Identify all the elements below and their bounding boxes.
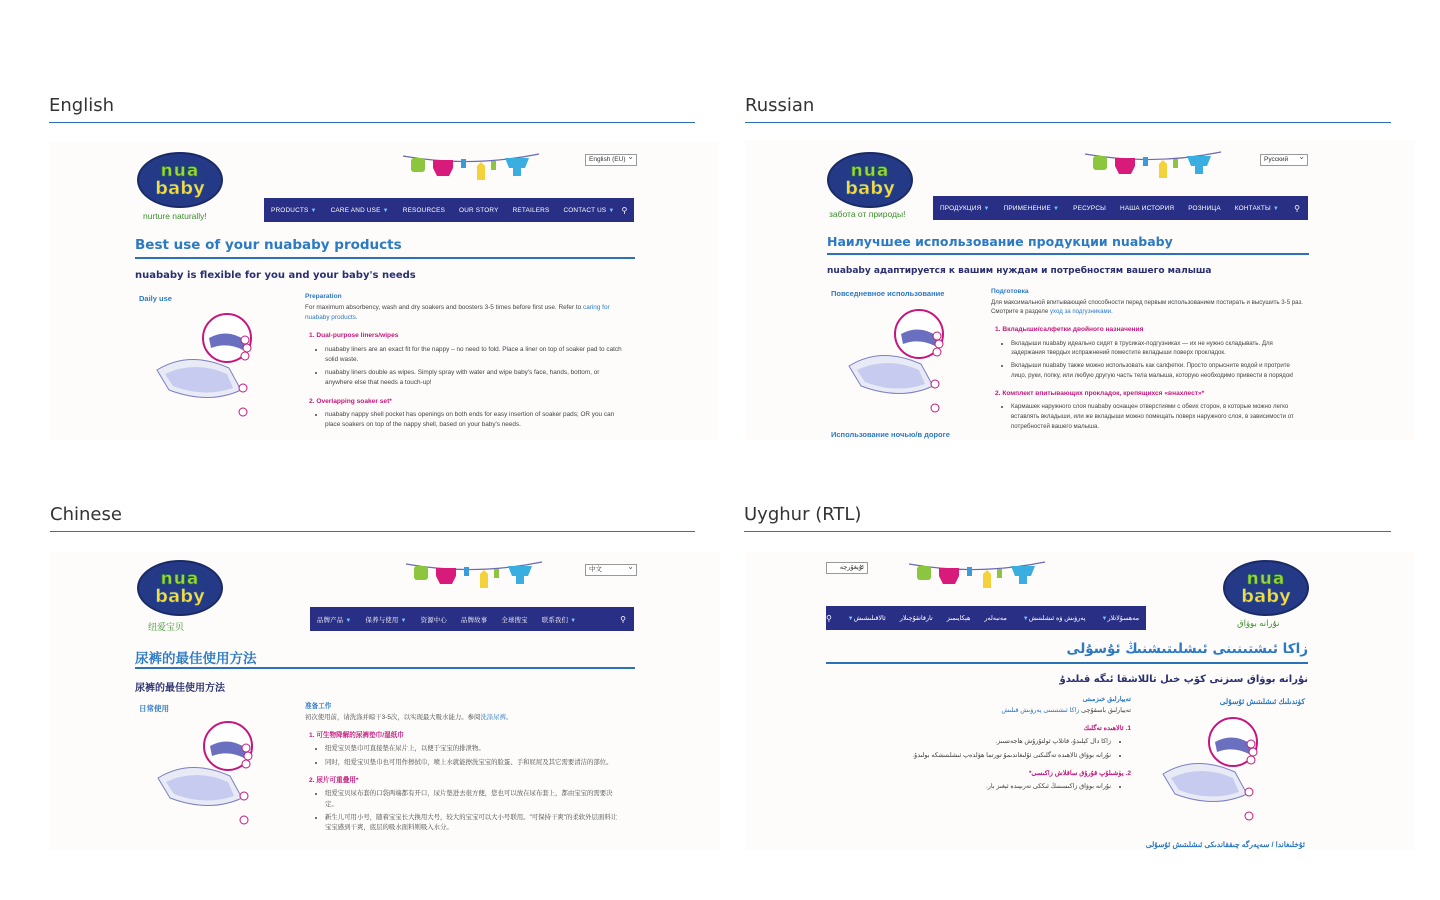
panel-title-uyghur: Uyghur (RTL)	[744, 504, 862, 525]
care-link[interactable]: 洗涤尿裤。	[480, 713, 513, 721]
content-column	[305, 702, 623, 840]
list-item: • Кармашек наружного слоя nuababy оснащен отверстиями с обеих сторон, в которые можно легко вставлять вкладыши, или же вкладыши можно помещать поверх наружного слоя, в зависимости от потребностей вашего малыша.	[1011, 402, 1303, 431]
nav-care-and-use[interactable]: 保养与使用 ▼	[365, 616, 407, 624]
care-link[interactable]: زاكا ئىشتىنىنى پەرۋىش قىلىش	[1001, 706, 1080, 714]
search-icon[interactable]: ⚲	[621, 205, 628, 215]
nav-contact-us[interactable]: ئالاقىلىشىش▼	[847, 615, 886, 622]
nuababy-logo[interactable]: nua baby	[137, 152, 223, 208]
side-label-daily-use[interactable]: 日常使用	[139, 704, 169, 713]
language-select[interactable]: 中文 ⌄	[585, 564, 637, 576]
nav-our-story[interactable]: OUR STORY	[459, 206, 499, 214]
page-title: 尿裤的最佳使用方法	[135, 651, 257, 667]
tagline: 纽爱宝贝	[148, 622, 185, 632]
section-heading: Подготовка	[991, 288, 1029, 295]
nav-retailers[interactable]: РОЗНИЦА	[1188, 204, 1221, 212]
diaper-illustration	[1155, 714, 1265, 824]
list-item: • Вкладыши nuababy также можно использовать как салфетки. Просто опрысните водой и протрите лицо, руки, попку, или любую другую часть тела малыша, которую необходимо привести в порядок!	[1011, 361, 1303, 381]
screenshot-english	[49, 142, 719, 440]
page-subtitle: 尿裤的最佳使用方法	[135, 683, 225, 694]
list-item: • زاكا دال كېلىدۇ، قاتلاپ ئولتۇرۇش ھاجەتسىز.	[831, 737, 1111, 747]
content-column	[305, 292, 625, 438]
panel-rule	[50, 531, 695, 532]
nuababy-logo[interactable]: nua baby	[827, 152, 913, 208]
list-item: • nuababy nappy shell pocket has openings on both ends for easy insertion of soaker pads; OR you can place soakers on top of the nappy shell, based on your baby's needs.	[325, 410, 625, 431]
list-item: • نۇرانە بوۋاق ئالاھىدە تەگلىكنى ئۇلىغاندىمۇ تورتما ھۆلدەپ ئىشلىتىشكە بولىدۇ.	[831, 751, 1111, 761]
list-item: • 纽爱宝贝尿布套的口袋两端都有开口，尿片垫进去很方便，您也可以放在尿布套上，都由宝宝的需要决定。	[325, 789, 623, 810]
diaper-illustration	[150, 718, 260, 828]
main-nav	[933, 196, 1308, 220]
panel-title-russian: Russian	[745, 95, 815, 116]
nav-our-story[interactable]: ھېكايىمىز	[946, 615, 971, 622]
screenshot-uyghur	[745, 552, 1415, 850]
title-rule	[135, 257, 635, 259]
page-subtitle: nuababy is flexible for you and your baby's needs	[135, 270, 416, 281]
nav-resources[interactable]: 资源中心	[420, 616, 447, 624]
main-nav	[310, 607, 634, 631]
nav-our-story[interactable]: 品牌故事	[460, 616, 488, 624]
language-select[interactable]: English (EU) ⌄	[585, 154, 637, 166]
side-label-night-use[interactable]: Использование ночью/в дороге	[831, 430, 950, 439]
list-item: • 纽爱宝贝垫巾可直接垫在尿片上，以便于宝宝的排泄物。	[325, 744, 623, 754]
panel-title-english: English	[49, 95, 114, 116]
list-item: • 同时，纽爱宝贝垫巾也可用作擦拭巾，喷上水就能擦洗宝宝的脸蛋、手和屁屁及其它需要清洁的部位。	[325, 758, 623, 768]
side-label-daily-use[interactable]: كۈندىلىك ئىشلىتىش ئۇسۇلى	[1219, 697, 1305, 706]
title-rule	[827, 253, 1309, 255]
clothesline-illustration	[401, 144, 541, 194]
list-item: • nuababy liners are an exact fit for the nappy – no need to fold. Place a liner on top of soaker pad to catch solid waste.	[325, 345, 625, 366]
care-link[interactable]: caring for nuababy products.	[305, 303, 610, 321]
body-text: تەييارلىق باسقۇچى	[1081, 706, 1131, 714]
page-title: Best use of your nuababy products	[135, 237, 402, 253]
page-subtitle: nuababy адаптируется к вашим нуждам и потребностям вашего малыша	[827, 266, 1212, 276]
title-rule	[826, 662, 1308, 664]
page-title: زاكا ئىشتىنىنى ئىشلىتىشنىڭ ئۇسۇلى	[1066, 641, 1308, 657]
nav-products[interactable]: PRODUCTS ▼	[271, 206, 317, 214]
nav-care-and-use[interactable]: پەرۋىش ۋە ئىشلىتىش▼	[1022, 615, 1086, 622]
content-column	[831, 695, 1131, 800]
panel-rule	[745, 122, 1391, 123]
section-heading: 1. 可生物降解的尿裤垫巾/湿纸巾	[309, 731, 404, 739]
section-heading: 2. Overlapping soaker set*	[309, 397, 392, 405]
page-title: Наилучшее использование продукции nuababy	[827, 234, 1173, 249]
content-column	[991, 287, 1303, 438]
tagline: nurture naturally!	[143, 211, 207, 221]
nav-resources[interactable]: РЕСУРСЫ	[1073, 204, 1106, 212]
list-item: • Вкладыши nuababy идеально сидят в трусиках-подгузниках — их не нужно складывать. Для задержания твердых испражнений поместите вкладыши поверх прокладок.	[1011, 339, 1303, 359]
panel-rule	[744, 531, 1391, 532]
body-text: Для максимальной впитывающей способности перед первым использованием постирать и высушить 3-5 раз. Смотрите в разделе	[991, 298, 1303, 316]
list-item: • نۇرانە بوۋاق زاكىسىنىڭ ئىككى تەرىپىدە ئېغىز بار.	[831, 782, 1111, 792]
language-select[interactable]: Русский ⌄	[1260, 154, 1308, 166]
nav-products[interactable]: مەھسۇلاتلار▼	[1101, 615, 1139, 622]
section-heading: تەييارلىق خىزمىتى	[1082, 696, 1131, 703]
nuababy-logo[interactable]: nua baby	[137, 560, 223, 616]
nav-resources[interactable]: RESOURCES	[402, 206, 446, 214]
nav-retailers[interactable]: RETAILERS	[512, 206, 550, 214]
language-select[interactable]: ئۇيغۇرچە ⌄	[826, 562, 868, 574]
page-subtitle: نۇرانە بوۋاق سىزنى كۆپ خىل تاللاشقا ئىگە قىلىدۇ	[1059, 674, 1308, 685]
nav-contact-us[interactable]: КОНТАКТЫ ▼	[1234, 204, 1280, 212]
clothesline-illustration	[907, 552, 1047, 602]
search-icon[interactable]: ⚲	[1294, 203, 1300, 213]
side-label-daily-use[interactable]: Повседневное использование	[831, 289, 945, 298]
nav-products[interactable]: ПРОДУКЦИЯ ▼	[940, 204, 990, 212]
diaper-illustration	[149, 310, 259, 420]
side-label-daily-use[interactable]: Daily use	[139, 294, 172, 303]
nav-resources[interactable]: مەنبەلەر	[984, 615, 1007, 622]
nav-retailers[interactable]: تارقاتقۇچىلار	[899, 615, 933, 622]
body-text: For maximum absorbency, wash and dry soakers and boosters 3-5 times before first use. Refer to	[305, 303, 582, 311]
nav-our-story[interactable]: НАША ИСТОРИЯ	[1120, 204, 1175, 212]
section-heading: 准备工作	[305, 703, 332, 710]
nuababy-logo[interactable]: nua baby	[1223, 560, 1309, 616]
side-label-night-use[interactable]: ئۇخلىغاندا / سەپەرگە چىققاندىكى ئىشلىتىش ئۇسۇلى	[1145, 840, 1305, 849]
nav-contact-us[interactable]: 联系我们 ▼	[541, 616, 577, 624]
section-heading: 1. Вкладыши/салфетки двойного назначения	[995, 326, 1144, 334]
panel-rule	[49, 122, 695, 123]
section-heading: 2. يۈشىلۇپ قۇرۇق ساقلاش زاكىسى*	[1028, 769, 1131, 777]
search-icon[interactable]: ⚲	[620, 614, 626, 624]
list-item: • nuababy liners double as wipes. Simply spray with water and wipe baby's face, hands, bottom, or anywhere else that needs a touch-up!	[325, 368, 625, 389]
clothesline-illustration	[1083, 142, 1223, 192]
screenshot-russian	[745, 140, 1415, 440]
tagline: забота от природы!	[829, 209, 906, 219]
body-text: 初次使用前，请洗涤并晾干3-5次，以实现最大吸水能力。参阅	[305, 713, 481, 721]
clothesline-illustration	[404, 552, 544, 602]
main-nav	[264, 198, 634, 222]
nav-contact-us[interactable]: CONTACT US ▼	[563, 206, 615, 214]
panel-title-chinese: Chinese	[50, 504, 122, 525]
section-heading: 1. ئالاھىدە تەگلىك	[1083, 724, 1131, 732]
nav-retailers[interactable]: 全球搜宝	[501, 616, 528, 624]
list-item: • 新生儿可用小号，随着宝宝长大换用大号，较大的宝宝可以大小号联用。"可保持干爽"的柔软外层面料让宝宝感到干爽，底层的吸水面料则吸入水分。	[325, 813, 623, 834]
title-rule	[135, 667, 635, 669]
section-heading: 2. Комплект впитывающих прокладок, крепящихся «внахлест»*	[995, 389, 1205, 397]
search-icon[interactable]: ⚲	[826, 613, 832, 623]
section-heading: Preparation	[305, 293, 342, 300]
section-heading: 1. Dual-purpose liners/wipes	[309, 332, 399, 340]
nav-care-and-use[interactable]: ПРИМЕНЕНИЕ ▼	[1003, 204, 1060, 212]
nav-products[interactable]: 品牌产品 ▼	[317, 616, 352, 624]
section-heading: 2. 尿片可重叠用*	[309, 776, 359, 784]
main-nav	[826, 606, 1146, 630]
nav-care-and-use[interactable]: CARE AND USE ▼	[330, 206, 389, 214]
screenshot-chinese	[50, 552, 720, 850]
care-link[interactable]: уход за подгузниками.	[1049, 308, 1113, 316]
diaper-illustration	[841, 306, 951, 416]
tagline: نۇرانە بوۋاق	[1237, 618, 1280, 628]
